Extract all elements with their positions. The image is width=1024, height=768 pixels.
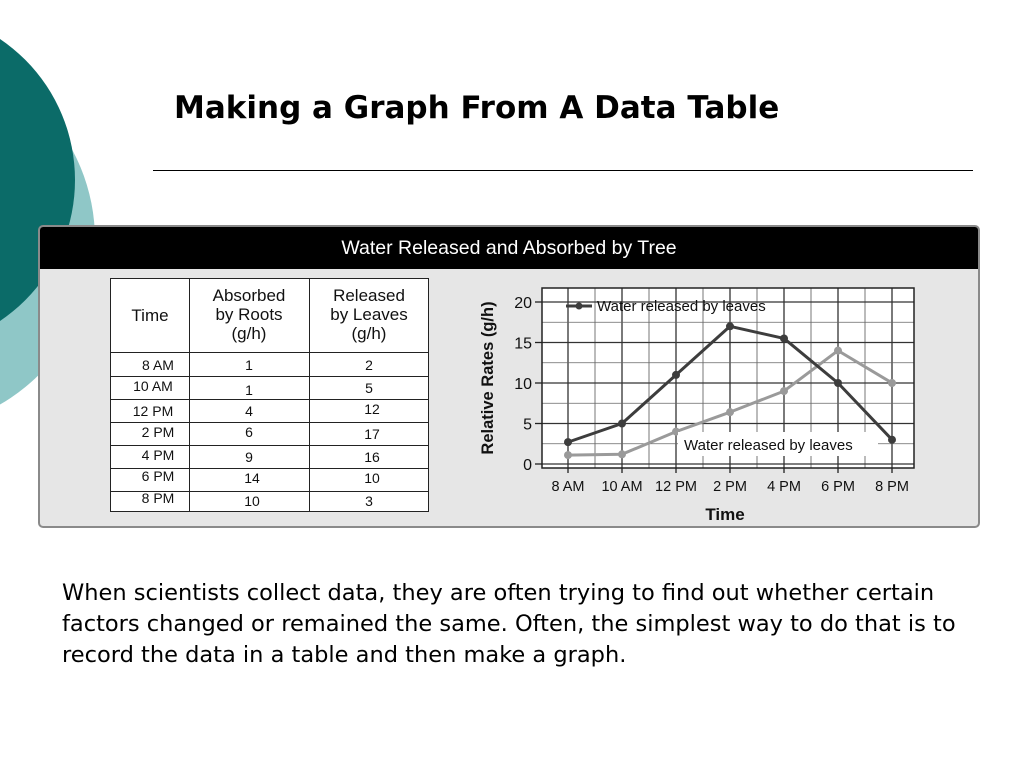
table-row-divider bbox=[111, 422, 428, 423]
data-table bbox=[110, 278, 429, 512]
x-axis-label: Time bbox=[705, 505, 745, 524]
table-cell-time: 6 PM bbox=[141, 468, 175, 484]
data-point-series-1 bbox=[618, 420, 626, 428]
data-point-series-1 bbox=[564, 438, 572, 446]
table-cell-absorbed: 4 bbox=[245, 403, 253, 419]
figure-header: Water Released and Absorbed by Tree bbox=[40, 227, 978, 269]
y-tick-label: 20 bbox=[514, 295, 532, 312]
data-point-series-2 bbox=[618, 450, 626, 458]
table-cell-absorbed: 1 bbox=[245, 357, 253, 373]
x-tick-label: 12 PM bbox=[655, 479, 697, 495]
x-tick-label: 8 AM bbox=[551, 479, 585, 495]
table-cell-absorbed: 14 bbox=[244, 470, 260, 486]
data-point-series-1 bbox=[780, 334, 788, 342]
table-cell-absorbed: 10 bbox=[244, 493, 260, 509]
table-cell-absorbed: 9 bbox=[245, 449, 253, 465]
table-row-divider bbox=[111, 376, 428, 377]
title-underline bbox=[153, 170, 973, 171]
data-point-series-2 bbox=[888, 379, 896, 387]
table-header-absorbed: Absorbed by Roots (g/h) bbox=[212, 286, 286, 343]
data-point-series-2 bbox=[834, 347, 842, 355]
data-point-series-2 bbox=[780, 387, 788, 395]
table-cell-time: 4 PM bbox=[141, 447, 175, 463]
y-axis-label: Relative Rates (g/h) bbox=[479, 301, 497, 455]
data-point-series-1 bbox=[888, 436, 896, 444]
legend-label-series-1: Water released by leaves bbox=[597, 298, 766, 315]
x-tick-label: 8 PM bbox=[875, 479, 909, 495]
y-tick-label: 0 bbox=[523, 457, 532, 474]
table-cell-released: 10 bbox=[364, 470, 380, 486]
table-cell-released: 2 bbox=[365, 357, 373, 373]
data-point-series-2 bbox=[726, 408, 734, 416]
x-tick-label: 4 PM bbox=[767, 479, 801, 495]
table-cell-time: 12 PM bbox=[132, 403, 174, 419]
x-tick-label: 6 PM bbox=[821, 479, 855, 495]
y-tick-label: 15 bbox=[514, 335, 532, 353]
table-cell-absorbed: 1 bbox=[245, 382, 253, 398]
table-cell-released: 12 bbox=[364, 401, 380, 417]
table-cell-time: 8 PM bbox=[141, 490, 175, 506]
y-tick-label: 5 bbox=[523, 416, 532, 434]
y-tick-label: 10 bbox=[514, 376, 532, 393]
table-row-divider bbox=[111, 399, 428, 400]
annotation-label-series-2: Water released by leaves bbox=[684, 437, 853, 454]
table-row-divider bbox=[111, 445, 428, 446]
table-cell-released: 16 bbox=[364, 449, 380, 465]
table-cell-time: 8 AM bbox=[142, 357, 174, 373]
x-tick-label: 10 AM bbox=[601, 479, 643, 495]
data-point-series-1 bbox=[834, 379, 842, 387]
data-point-series-1 bbox=[672, 371, 680, 379]
data-point-series-1 bbox=[726, 322, 734, 330]
table-cell-released: 17 bbox=[364, 426, 380, 442]
legend-marker-series-1 bbox=[576, 303, 583, 310]
data-point-series-2 bbox=[564, 451, 572, 459]
table-header-divider bbox=[111, 352, 428, 353]
x-tick-label: 2 PM bbox=[713, 479, 747, 495]
line-chart bbox=[470, 282, 950, 527]
body-paragraph: When scientists collect data, they are often trying to find out whether certain factors changed or remained the same. Often, the simplest way to do that is to record the data in a table and then make a graph. bbox=[62, 580, 956, 668]
table-header-time: Time bbox=[131, 306, 169, 325]
table-cell-released: 3 bbox=[365, 493, 373, 509]
table-header-released: Released by Leaves (g/h) bbox=[330, 286, 408, 343]
table-cell-time: 10 AM bbox=[133, 378, 173, 394]
table-cell-absorbed: 6 bbox=[245, 424, 253, 440]
table-cell-released: 5 bbox=[365, 380, 373, 396]
slide-title: Making a Graph From A Data Table bbox=[174, 90, 780, 126]
table-cell-time: 2 PM bbox=[141, 424, 175, 440]
